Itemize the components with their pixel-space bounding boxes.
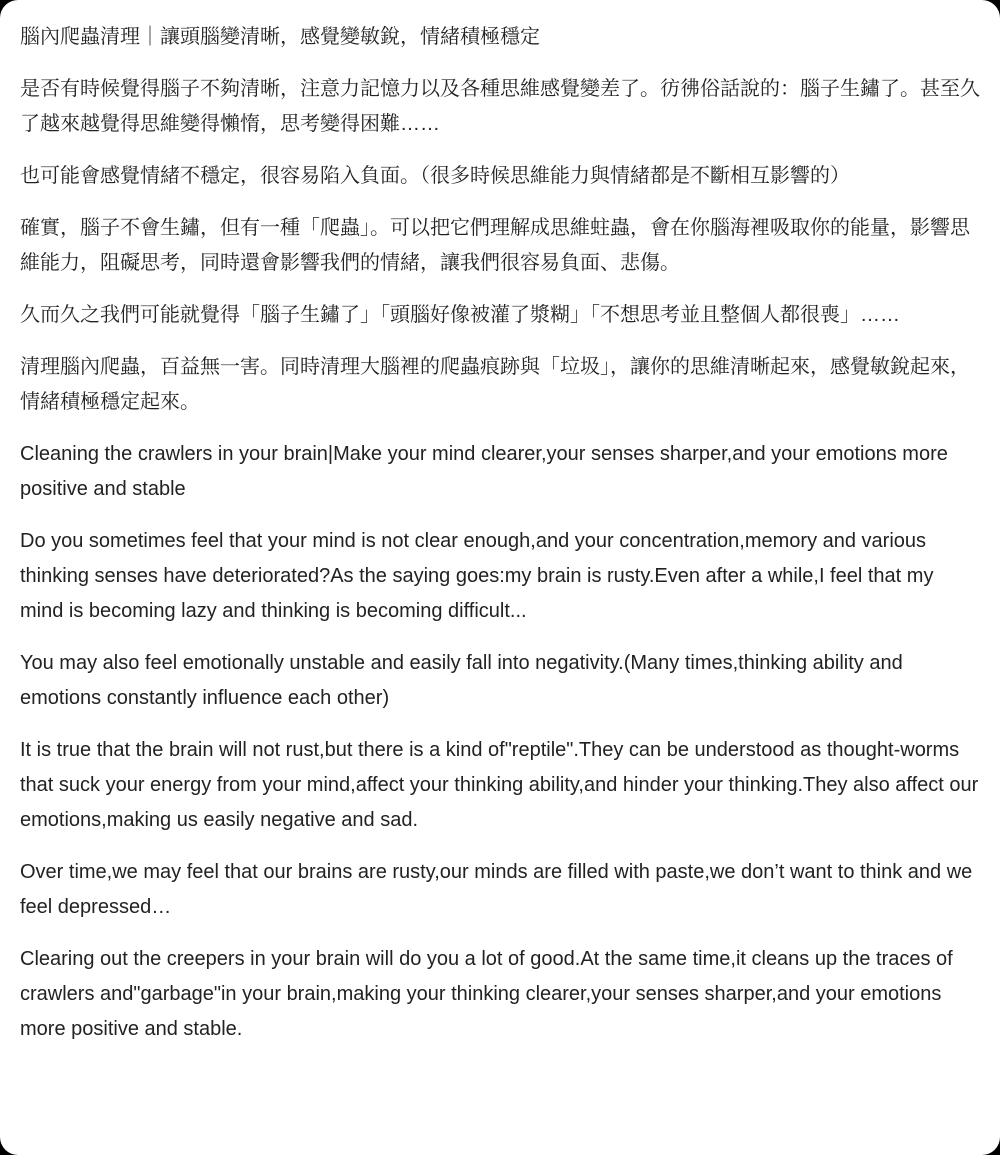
en-paragraph: Over time,we may feel that our brains are rusty,our minds are filled with paste,we don’t want to think and we feel depressed… (20, 861, 973, 918)
zh-paragraph: 是否有時候覺得腦子不夠清晰，注意力記憶力以及各種思維感覺變差了。彷彿俗話說的：腦子生鏽了。甚至久了越來越覺得思維變得懶惰，思考變得困難…… (20, 78, 980, 135)
en-paragraph: Clearing out the creepers in your brain will do you a lot of good.At the same time,it cleans up the traces of crawlers and"garbage"in your brain,making your thinking clearer,your senses sharper,and your emotions more positive and stable. (20, 948, 953, 1040)
en-paragraph: Do you sometimes feel that your mind is not clear enough,and your concentration,memory and various thinking senses have deteriorated?As the saying goes:my brain is rusty.Even after a while,I feel that my mind is becoming lazy and thinking is becoming difficult... (20, 530, 934, 622)
zh-paragraph: 清理腦內爬蟲，百益無一害。同時清理大腦裡的爬蟲痕跡與「垃圾」，讓你的思維清晰起來，感覺敏銳起來，情緒積極穩定起來。 (20, 356, 970, 413)
zh-title-paragraph: 腦內爬蟲清理｜讓頭腦變清晰，感覺變敏銳，情緒積極穩定 (20, 26, 540, 48)
en-title-paragraph: Cleaning the crawlers in your brain|Make your mind clearer,your senses sharper,and your emotions more positive and stable (20, 443, 948, 500)
zh-paragraph: 確實，腦子不會生鏽，但有一種「爬蟲」。可以把它們理解成思維蛀蟲，會在你腦海裡吸取你的能量，影響思維能力，阻礙思考，同時還會影響我們的情緒，讓我們很容易負面、悲傷。 (20, 217, 970, 274)
zh-paragraph: 久而久之我們可能就覺得「腦子生鏽了」「頭腦好像被灌了漿糊」「不想思考並且整個人都很喪」…… (20, 304, 900, 326)
en-paragraph: It is true that the brain will not rust,but there is a kind of"reptile".They can be understood as thought-worms that suck your energy from your mind,affect your thinking ability,and hinder your thinking.They also affect our emotions,making us easily negative and sad. (20, 739, 979, 831)
zh-paragraph: 也可能會感覺情緒不穩定，很容易陷入負面。（很多時候思維能力與情緒都是不斷相互影響的） (20, 165, 850, 187)
english-section (20, 437, 980, 1047)
chinese-section (20, 20, 980, 420)
en-paragraph: You may also feel emotionally unstable and easily fall into negativity.(Many times,thinking ability and emotions constantly influence each other) (20, 652, 903, 709)
